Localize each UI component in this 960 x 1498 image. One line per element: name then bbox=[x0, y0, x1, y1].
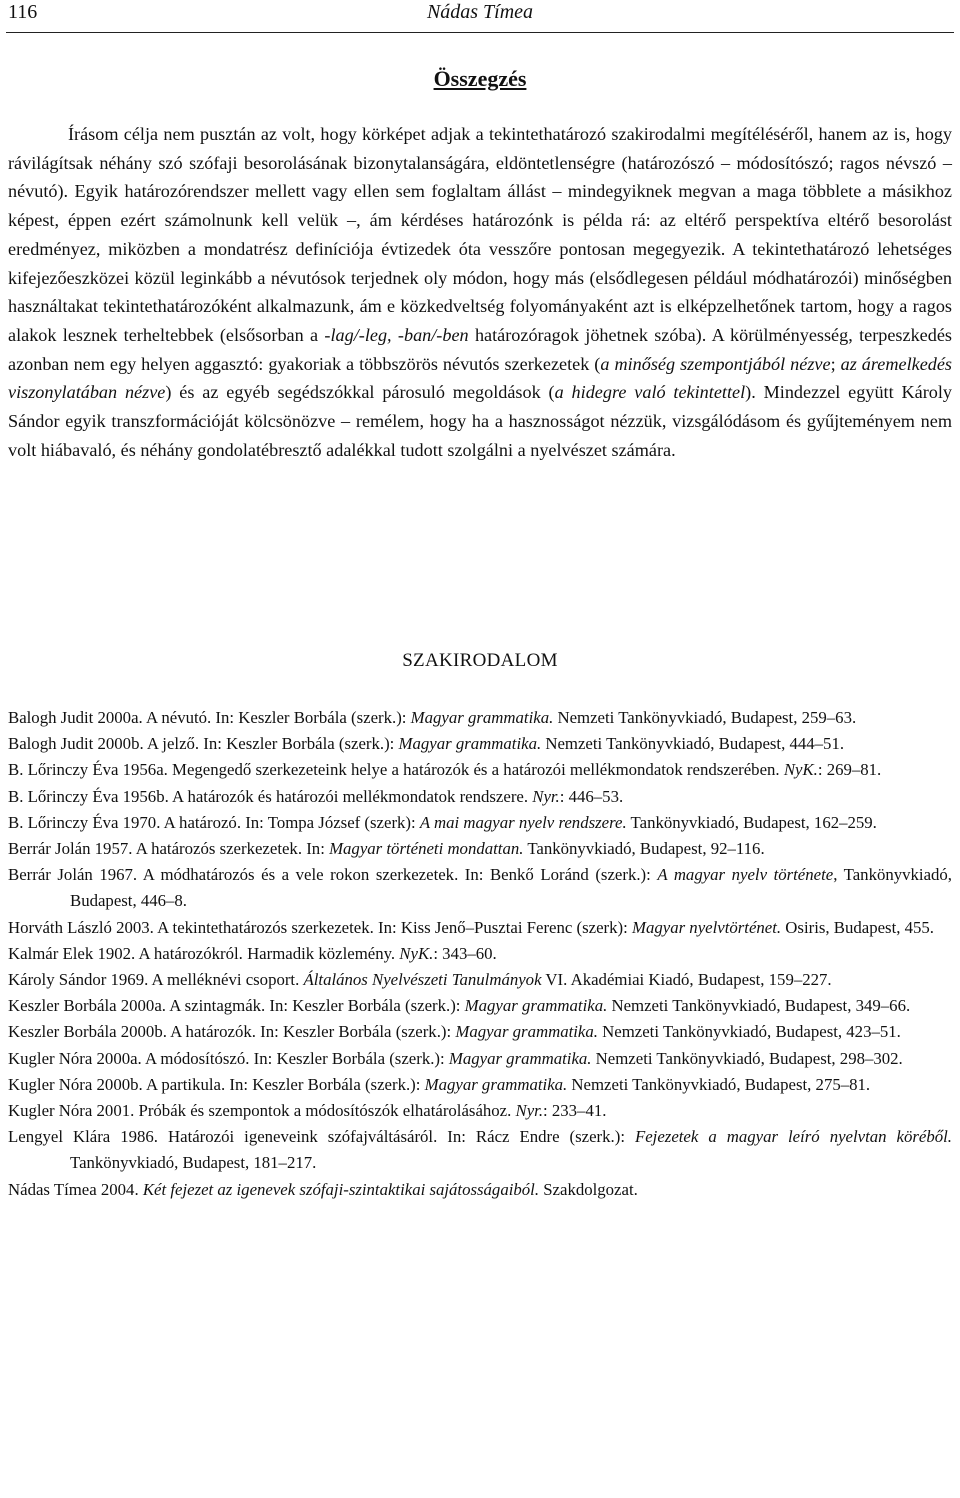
text-run: Berrár Jolán 1957. A határozós szerkezetek. In: bbox=[8, 839, 330, 859]
italic-text-run: Fejezetek a magyar leíró nyelvtan köréből. bbox=[634, 1127, 952, 1147]
text-run: Kugler Nóra 2000b. A partikula. In: Keszler Borbála (szerk.): bbox=[8, 1074, 425, 1094]
summary-paragraph bbox=[8, 120, 952, 464]
text-run: Tankönyvkiadó, Budapest, 181–217. bbox=[70, 1153, 317, 1173]
reference-entry bbox=[8, 941, 952, 967]
italic-text-run: Magyar történeti mondattan. bbox=[329, 839, 524, 859]
reference-entry bbox=[8, 967, 952, 993]
reference-entry bbox=[8, 1072, 952, 1098]
text-run: Nemzeti Tankönyvkiadó, Budapest, 444–51. bbox=[541, 734, 845, 754]
text-run: B. Lőrinczy Éva 1956b. A határozók és határozói mellékmondatok rendszere. bbox=[8, 786, 533, 806]
text-run: Tankönyvkiadó, Budapest, 92–116. bbox=[523, 839, 765, 859]
text-run: : 269–81. bbox=[817, 760, 882, 780]
reference-entry bbox=[8, 862, 952, 914]
italic-text-run: Magyar grammatika. bbox=[424, 1074, 568, 1094]
text-run: Nemzeti Tankönyvkiadó, Budapest, 275–81. bbox=[567, 1074, 871, 1094]
italic-text-run: Nyr. bbox=[532, 786, 560, 806]
text-run: B. Lőrinczy Éva 1970. A határozó. In: Tompa József (szerk): bbox=[8, 812, 420, 832]
text-run: : 446–53. bbox=[559, 786, 624, 806]
reference-entry bbox=[8, 915, 952, 941]
text-run: Nemzeti Tankönyvkiadó, Budapest, 423–51. bbox=[597, 1022, 901, 1042]
italic-text-run: Általános Nyelvészeti Tanulmányok bbox=[303, 970, 542, 990]
text-run: Kugler Nóra 2001. Próbák és szempontok a módosítószók elhatárolásához. bbox=[8, 1101, 516, 1121]
italic-text-run: NyK. bbox=[399, 943, 434, 963]
references-heading: SZAKIRODALOM bbox=[402, 650, 558, 671]
text-run: : 343–60. bbox=[433, 943, 497, 963]
reference-entry bbox=[8, 1177, 952, 1203]
text-run: Nemzeti Tankönyvkiadó, Budapest, 259–63. bbox=[553, 708, 857, 727]
reference-entry bbox=[8, 757, 952, 783]
reference-list bbox=[8, 705, 952, 1203]
italic-text-run: Magyar nyelvtörténet. bbox=[631, 917, 782, 937]
running-head-author: Nádas Tímea bbox=[426, 1, 534, 23]
italic-text-run: a hidegre való tekintettel bbox=[554, 382, 746, 403]
italic-text-run: Magyar grammatika. bbox=[398, 734, 542, 754]
italic-text-run: -lag/-leg, -ban/-ben bbox=[324, 324, 469, 345]
text-run: Balogh Judit 2000b. A jelző. In: Keszler Borbála (szerk.): bbox=[8, 734, 399, 754]
reference-entry bbox=[8, 1019, 952, 1045]
text-run: Nádas Tímea 2004. bbox=[8, 1179, 143, 1199]
reference-entry bbox=[8, 784, 952, 810]
text-run: Keszler Borbála 2000b. A határozók. In: Keszler Borbála (szerk.): bbox=[8, 1022, 456, 1042]
text-run: B. Lőrinczy Éva 1956a. Megengedő szerkezeteink helye a határozók és a határozói mellékmondatok rendszerében. bbox=[8, 760, 784, 780]
text-run: VI. Akadémiai Kiadó, Budapest, 159–227. bbox=[541, 970, 832, 990]
text-run: : 233–41. bbox=[543, 1101, 607, 1121]
reference-entry bbox=[8, 993, 952, 1019]
text-run: Szakdolgozat. bbox=[539, 1179, 638, 1199]
text-run: Tankönyvkiadó, Budapest, 162–259. bbox=[626, 812, 877, 832]
text-run: , Tankönyvkiadó, Budapest, 446–8. bbox=[70, 865, 952, 911]
text-run: határozóragok jöhetnek szóba). A körülményesség, terpeszkedés azonban nem egy helyen aggasztó: gyakoriak a többszörös névutós szerkezetek ( bbox=[8, 324, 952, 374]
italic-text-run: A magyar nyelv története bbox=[657, 865, 834, 885]
italic-text-run: a minőség szempontjából nézve bbox=[600, 353, 831, 374]
italic-text-run: Nyr. bbox=[515, 1101, 544, 1121]
text-run: Berrár Jolán 1967. A módhatározós és a vele rokon szerkezetek. In: Benkő Loránd (szerk.): bbox=[8, 865, 658, 885]
text-run: Nemzeti Tankönyvkiadó, Budapest, 349–66. bbox=[607, 996, 911, 1016]
text-run: Keszler Borbála 2000a. A szintagmák. In: Keszler Borbála (szerk.): bbox=[8, 996, 465, 1016]
italic-text-run: A mai magyar nyelv rendszere. bbox=[419, 812, 627, 832]
italic-text-run: NyK. bbox=[783, 760, 818, 780]
italic-text-run: Két fejezet az igenevek szófaji-szintaktikai sajátosságaiból. bbox=[142, 1179, 540, 1199]
reference-entry bbox=[8, 810, 952, 836]
italic-text-run: Magyar grammatika. bbox=[464, 996, 608, 1016]
text-run: ). Mindezzel együtt Károly Sándor egyik transzformációját kölcsönözve – remélem, hogy ha a hasznosságot nézzük, vizsgálódásom és gyűjteményem nem volt hiábavaló, és néhány gondolatébresztő adalékkal tudott szolgálni a nyelvészet számára. bbox=[8, 382, 952, 460]
reference-entry bbox=[8, 1124, 952, 1176]
italic-text-run: az áremelkedés viszonylatában nézve bbox=[8, 353, 953, 403]
italic-text-run: Magyar grammatika. bbox=[410, 708, 554, 727]
italic-text-run: Magyar grammatika. bbox=[455, 1022, 598, 1042]
text-run: ; bbox=[830, 353, 841, 374]
text-run: Horváth László 2003. A tekintethatározós szerkezetek. In: Kiss Jenő–Pusztai Ferenc (szerk): bbox=[8, 917, 632, 937]
text-run: Károly Sándor 1969. A melléknévi csoport. bbox=[8, 970, 304, 990]
reference-entry bbox=[8, 1098, 952, 1124]
reference-entry bbox=[8, 705, 952, 731]
text-run: Kugler Nóra 2000a. A módosítószó. In: Keszler Borbála (szerk.): bbox=[8, 1048, 449, 1068]
text-run: Lengyel Klára 1986. Határozói igeneveink szófajváltásáról. In: Rácz Endre (szerk.): bbox=[8, 1127, 635, 1147]
page-number: 116 bbox=[8, 1, 38, 23]
text-run: ) és az egyéb segédszókkal párosuló megoldások ( bbox=[165, 382, 555, 403]
text-run: Balogh Judit 2000a. A névutó. In: Keszler Borbála (szerk.): bbox=[8, 708, 411, 727]
page-header bbox=[6, 0, 954, 33]
reference-entry bbox=[8, 731, 952, 757]
italic-text-run: Magyar grammatika. bbox=[448, 1048, 592, 1068]
section-title: Összegzés bbox=[433, 66, 527, 91]
text-run: Nemzeti Tankönyvkiadó, Budapest, 298–302. bbox=[591, 1048, 903, 1068]
text-run: Írásom célja nem pusztán az volt, hogy körképet adjak a tekintethatározó szakirodalmi megítéléséről, hanem az is, hogy rávilágítsak néhány szó szófaji besorolásának bizonytalanságára, eldöntetlenségre (határozószó – módosítószó; ragos névszó – névutó). Egyik határozórendszer mellett vagy ellen sem foglaltam állást – mindegyiknek megvan a maga többlete a másikhoz képest, éppen ezért számolnunk kell velük –, ám kérdéses határozónk is példa rá: az eltérő perspektíva eltérő besorolást eredményez, miközben a mondatrész definíciója évtizedek óta vesszőre pontosan megegyezik. A tekintethatározó lehetséges kifejezőeszközei közül leginkább a névutósok terjednek oly módon, hogy más (elsődlegesen például módhatározói) minőségben használtakat tekintethatározóként alkalmazunk, ám e közkedveltség folyományaként azt is elképzelhetőnek tartom, hogy a ragos alakok lesznek terheltebbek (elsősorban a bbox=[8, 124, 952, 345]
text-run: Osiris, Budapest, 455. bbox=[781, 917, 935, 937]
reference-entry bbox=[8, 1046, 952, 1072]
text-run: Kalmár Elek 1902. A határozókról. Harmadik közlemény. bbox=[8, 943, 400, 963]
reference-entry bbox=[8, 836, 952, 862]
